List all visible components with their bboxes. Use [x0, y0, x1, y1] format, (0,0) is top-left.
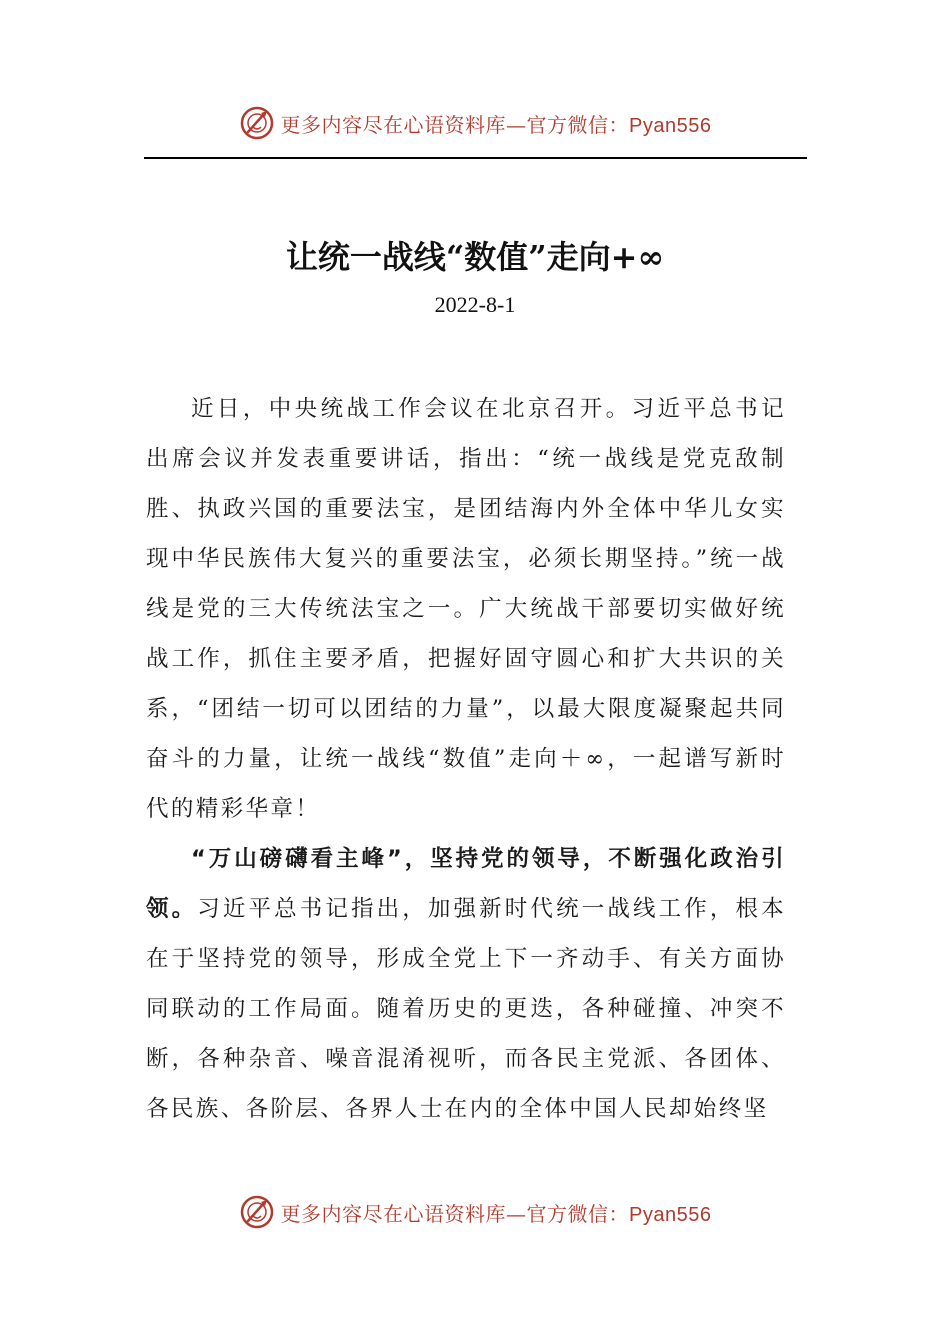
banner-text: 更多内容尽在心语资料库—官方微信：Pyan556 — [280, 112, 712, 137]
footer-banner — [0, 1190, 950, 1234]
paragraph-2 — [146, 834, 786, 1134]
banner-text: 更多内容尽在心语资料库—官方微信：Pyan556 — [280, 1201, 712, 1226]
document-title: 让统一战线“数值”走向+∞ — [285, 238, 665, 276]
document-date: 2022-8-1 — [434, 292, 516, 317]
paragraph-1: 近日，中央统战工作会议在北京召开。习近平总书记出席会议并发表重要讲话，指出：“统一战线是党克敌制胜、执政兴国的重要法宝，是团结海内外全体中华儿女实现中华民族伟大复兴的重要法宝，必须长期坚持。”统一战线是党的三大传统法宝之一。广大统战干部要切实做好统战工作，抓住主要矛盾，把握好固守圆心和扩大共识的关系，“团结一切可以团结的力量”，以最大限度凝聚起共同奋斗的力量，让统一战线“数值”走向＋∞，一起谱写新时代的精彩华章！ — [146, 396, 786, 822]
brand-logo-icon — [239, 105, 275, 141]
paragraph-2-heading: “万山磅礴看主峰”，坚持党的领导，不断强化政治引领。 — [146, 846, 786, 922]
header-divider — [144, 157, 807, 159]
document-body — [146, 384, 786, 1134]
wechat-id: Pyan556 — [629, 1203, 712, 1226]
wechat-id: Pyan556 — [629, 114, 712, 137]
paragraph-2-text: 习近平总书记指出，加强新时代统一战线工作，根本在于坚持党的领导，形成全党上下一齐动手、有关方面协同联动的工作局面。随着历史的更迭，各种碰撞、冲突不断，各种杂音、噪音混淆视听，而各民主党派、各团体、各民族、各阶层、各界人士在内的全体中国人民却始终坚 — [146, 896, 786, 1122]
brand-logo-icon — [239, 1194, 275, 1230]
header-banner — [0, 101, 950, 145]
